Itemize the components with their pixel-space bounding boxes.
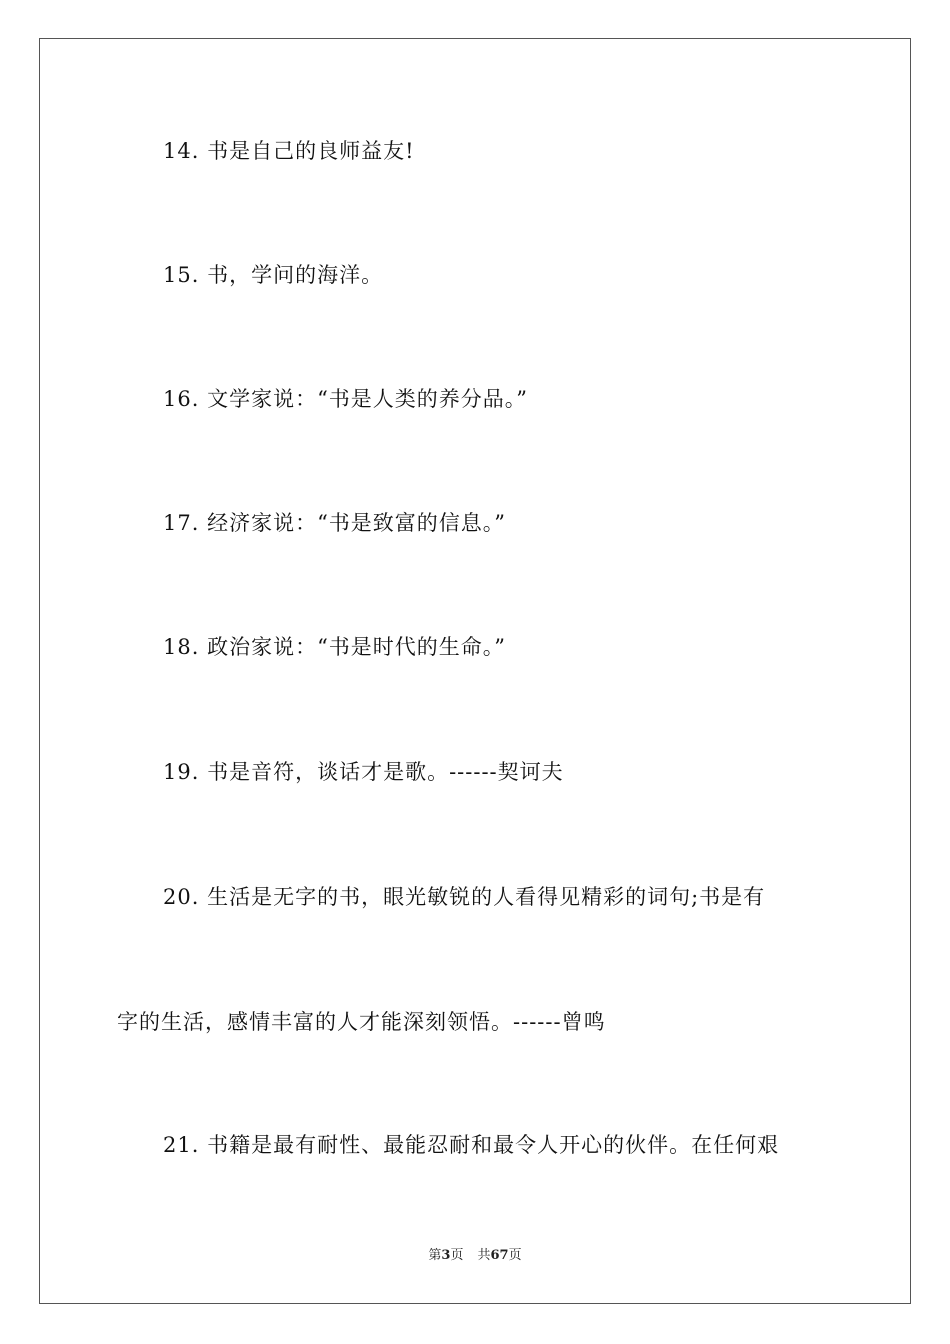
footer-page-prefix: 第 <box>428 1248 442 1263</box>
quote-line-20: 20. 生活是无字的书，眼光敏锐的人看得见精彩的词句;书是有 <box>163 885 766 909</box>
quote-line-18: 18. 政治家说：“书是时代的生命。” <box>163 635 507 659</box>
quote-line-17: 17. 经济家说：“书是致富的信息。” <box>163 511 507 535</box>
footer-total-prefix: 共 <box>477 1248 491 1263</box>
quote-line-19: 19. 书是音符，谈话才是歌。------契诃夫 <box>163 760 564 784</box>
quote-line-21: 21. 书籍是最有耐性、最能忍耐和最令人开心的伙伴。在任何艰 <box>163 1133 780 1157</box>
quote-line-15: 15. 书，学问的海洋。 <box>163 263 384 287</box>
footer-page-current: 3 <box>441 1248 451 1263</box>
quote-line-20-continued: 字的生活，感情丰富的人才能深刻领悟。------曾鸣 <box>117 1010 606 1034</box>
quote-line-14: 14. 书是自己的良师益友! <box>163 139 415 163</box>
footer-page-total: 67 <box>490 1248 509 1263</box>
quote-line-16: 16. 文学家说：“书是人类的养分品。” <box>163 387 529 411</box>
footer-total-suffix: 页 <box>508 1248 522 1263</box>
page-footer <box>0 1246 950 1266</box>
footer-page-suffix: 页 <box>450 1248 464 1263</box>
page-frame <box>39 38 911 1304</box>
